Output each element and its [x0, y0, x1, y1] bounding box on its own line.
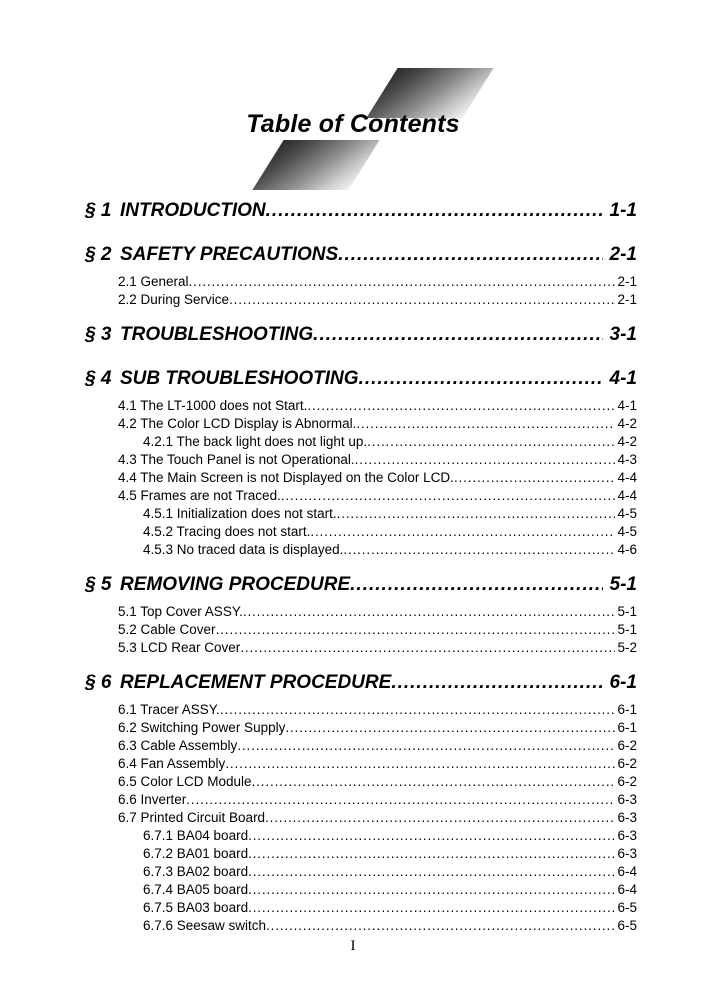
toc-dot-leader — [350, 574, 603, 596]
toc-entry[interactable] — [143, 524, 637, 542]
toc-entry[interactable] — [118, 416, 637, 434]
toc-dot-leader — [265, 810, 615, 825]
toc-spacer — [0, 310, 706, 324]
toc-dot-leader — [454, 470, 615, 485]
toc-page-number: 4-5 — [617, 524, 637, 539]
toc-entry[interactable] — [143, 882, 637, 900]
toc-dot-leader — [186, 792, 615, 807]
toc-entry[interactable] — [118, 398, 637, 416]
toc-entry-label: 4.2 The Color LCD Display is Abnormal. — [118, 416, 357, 431]
toc-page-number: 6-3 — [617, 810, 637, 825]
toc-entry[interactable] — [143, 542, 637, 560]
toc-dot-leader — [337, 506, 615, 521]
toc-entry-label: 2.2 During Service — [118, 292, 230, 307]
toc-entry[interactable] — [85, 244, 637, 274]
toc-dot-leader — [248, 882, 615, 897]
toc-dot-leader — [359, 368, 603, 390]
toc-entry[interactable] — [143, 864, 637, 882]
toc-dot-leader — [338, 244, 603, 266]
toc-page-number: 4-1 — [617, 398, 637, 413]
toc-dot-leader — [248, 864, 615, 879]
toc-dot-leader — [229, 292, 615, 307]
toc-entry[interactable] — [143, 434, 637, 452]
toc-entry[interactable] — [118, 640, 637, 658]
toc-page-number: 4-4 — [617, 470, 637, 485]
toc-entry-label: 4.1 The LT-1000 does not Start. — [118, 398, 308, 413]
toc-entry[interactable] — [143, 506, 637, 524]
toc-entry-label: 6.7.6 Seesaw switch — [143, 918, 267, 933]
toc-dot-leader — [248, 900, 615, 915]
page-title: Table of Contents — [246, 110, 460, 138]
toc-entry[interactable] — [118, 792, 637, 810]
toc-entry[interactable] — [118, 756, 637, 774]
toc-dot-leader — [248, 828, 615, 843]
toc-entry-label: 6.1 Tracer ASSY. — [118, 702, 220, 717]
toc-page-number: 6-3 — [617, 846, 637, 861]
toc-dot-leader — [266, 918, 615, 933]
toc-entry-label: 6.3 Cable Assembly — [118, 738, 238, 753]
toc-entry-label: 6.7.3 BA02 board — [143, 864, 249, 879]
toc-page-number: 6-2 — [617, 738, 637, 753]
toc-entry-label: 6.7.5 BA03 board — [143, 900, 249, 915]
toc-entry-label: SUB TROUBLESHOOTING — [120, 368, 359, 389]
toc-page-number: 2-1 — [617, 292, 637, 307]
toc-dot-leader — [220, 702, 615, 717]
toc-section-marker: § 2 — [85, 244, 112, 265]
toc-dot-leader — [240, 640, 615, 655]
toc-page-number: 5-1 — [617, 622, 637, 637]
toc-page-number: 5-2 — [617, 640, 637, 655]
toc-page-number: 6-1 — [617, 720, 637, 735]
toc-page-number: 6-3 — [617, 828, 637, 843]
toc-dot-leader — [243, 604, 615, 619]
toc-dot-leader — [355, 452, 615, 467]
toc-section-marker: § 4 — [85, 368, 112, 389]
toc-dot-leader — [225, 756, 615, 771]
toc-entry[interactable] — [85, 324, 637, 354]
toc-entry-label: SAFETY PRECAUTIONS — [120, 244, 339, 265]
toc-page-number: 4-1 — [609, 368, 637, 389]
toc-entry[interactable] — [118, 738, 637, 756]
toc-page-number: 6-5 — [617, 918, 637, 933]
toc-entry-label: 4.5.2 Tracing does not start. — [143, 524, 311, 539]
toc-entry[interactable] — [118, 274, 637, 292]
toc-page-number: 4-4 — [617, 488, 637, 503]
toc-dot-leader — [189, 274, 615, 289]
toc-entry-label: 5.3 LCD Rear Cover — [118, 640, 241, 655]
toc-page-number: 2-1 — [609, 244, 637, 265]
toc-entry-label: 6.6 Inverter — [118, 792, 187, 807]
toc-entry[interactable] — [118, 452, 637, 470]
toc-spacer — [0, 354, 706, 368]
toc-entry[interactable] — [143, 846, 637, 864]
table-of-contents — [0, 200, 706, 936]
toc-spacer — [0, 230, 706, 244]
toc-spacer — [0, 658, 706, 672]
toc-spacer — [0, 560, 706, 574]
toc-dot-leader — [343, 542, 615, 557]
toc-entry[interactable] — [85, 200, 637, 230]
toc-entry[interactable] — [143, 918, 637, 936]
toc-dot-leader — [367, 434, 615, 449]
toc-entry-label: 4.4 The Main Screen is not Displayed on the Color LCD. — [118, 470, 454, 485]
toc-entry[interactable] — [118, 622, 637, 640]
toc-entry-label: REMOVING PROCEDURE — [120, 574, 351, 595]
toc-entry[interactable] — [118, 720, 637, 738]
toc-entry[interactable] — [118, 470, 637, 488]
toc-entry[interactable] — [85, 672, 637, 702]
toc-entry-label: REPLACEMENT PROCEDURE — [120, 672, 392, 693]
toc-entry[interactable] — [85, 368, 637, 398]
toc-page-number: 6-2 — [617, 774, 637, 789]
toc-section-marker: § 5 — [85, 574, 112, 595]
toc-section-marker: § 1 — [85, 200, 112, 221]
toc-dot-leader — [310, 524, 615, 539]
toc-page-number: 4-6 — [617, 542, 637, 557]
toc-dot-leader — [307, 398, 615, 413]
toc-entry[interactable] — [85, 574, 637, 604]
toc-entry[interactable] — [143, 900, 637, 918]
toc-section-marker: § 3 — [85, 324, 112, 345]
toc-entry-label: 5.1 Top Cover ASSY. — [118, 604, 243, 619]
toc-entry[interactable] — [143, 828, 637, 846]
toc-entry-label: 6.4 Fan Assembly — [118, 756, 226, 771]
toc-entry-label: 4.5 Frames are not Traced. — [118, 488, 281, 503]
toc-dot-leader — [237, 738, 615, 753]
toc-page-number: 4-3 — [617, 452, 637, 467]
toc-entry-label: TROUBLESHOOTING — [120, 324, 314, 345]
toc-page-number: 6-4 — [617, 882, 637, 897]
toc-entry[interactable] — [118, 604, 637, 622]
toc-section-marker: § 6 — [85, 672, 112, 693]
toc-page-number: 4-2 — [617, 416, 637, 431]
parallelogram-decoration-bottom — [252, 140, 379, 190]
toc-page-number: 6-3 — [617, 792, 637, 807]
toc-dot-leader — [285, 720, 615, 735]
toc-dot-leader — [216, 622, 615, 637]
toc-dot-leader — [281, 488, 615, 503]
toc-dot-leader — [248, 846, 615, 861]
toc-entry[interactable] — [118, 702, 637, 720]
toc-entry-label: 6.7 Printed Circuit Board — [118, 810, 266, 825]
toc-entry-label: 4.5.3 No traced data is displayed. — [143, 542, 344, 557]
toc-page-number: 6-1 — [617, 702, 637, 717]
toc-page-number: 1-1 — [609, 200, 637, 221]
toc-page-number: 6-4 — [617, 864, 637, 879]
toc-page-number: 5-1 — [617, 604, 637, 619]
toc-dot-leader — [391, 672, 603, 694]
toc-page-number: 6-1 — [609, 672, 637, 693]
toc-dot-leader — [356, 416, 615, 431]
toc-entry[interactable] — [118, 774, 637, 792]
toc-entry[interactable] — [118, 292, 637, 310]
title-block — [0, 0, 706, 200]
toc-entry-label: 6.2 Switching Power Supply — [118, 720, 286, 735]
toc-entry-label: 2.1 General — [118, 274, 189, 289]
toc-dot-leader — [266, 200, 603, 222]
toc-page-number: 6-2 — [617, 756, 637, 771]
toc-page-number: 5-1 — [609, 574, 637, 595]
toc-entry-label: 5.2 Cable Cover — [118, 622, 216, 637]
toc-page-number: 4-2 — [617, 434, 637, 449]
toc-page-number: 6-5 — [617, 900, 637, 915]
toc-entry-label: 4.3 The Touch Panel is not Operational. — [118, 452, 355, 467]
toc-entry[interactable] — [118, 810, 637, 828]
toc-dot-leader — [313, 324, 603, 346]
toc-dot-leader — [252, 774, 615, 789]
toc-entry-label: INTRODUCTION — [120, 200, 266, 221]
toc-entry-label: 6.7.4 BA05 board — [143, 882, 249, 897]
toc-page-number: 3-1 — [609, 324, 637, 345]
toc-entry-label: 6.7.2 BA01 board — [143, 846, 249, 861]
toc-entry-label: 4.5.1 Initialization does not start. — [143, 506, 337, 521]
page-footer: I — [350, 938, 356, 954]
toc-entry-label: 6.7.1 BA04 board — [143, 828, 249, 843]
toc-entry-label: 6.5 Color LCD Module — [118, 774, 252, 789]
toc-entry[interactable] — [118, 488, 637, 506]
toc-page-number: 2-1 — [617, 274, 637, 289]
toc-page-number: 4-5 — [617, 506, 637, 521]
toc-entry-label: 4.2.1 The back light does not light up. — [143, 434, 368, 449]
